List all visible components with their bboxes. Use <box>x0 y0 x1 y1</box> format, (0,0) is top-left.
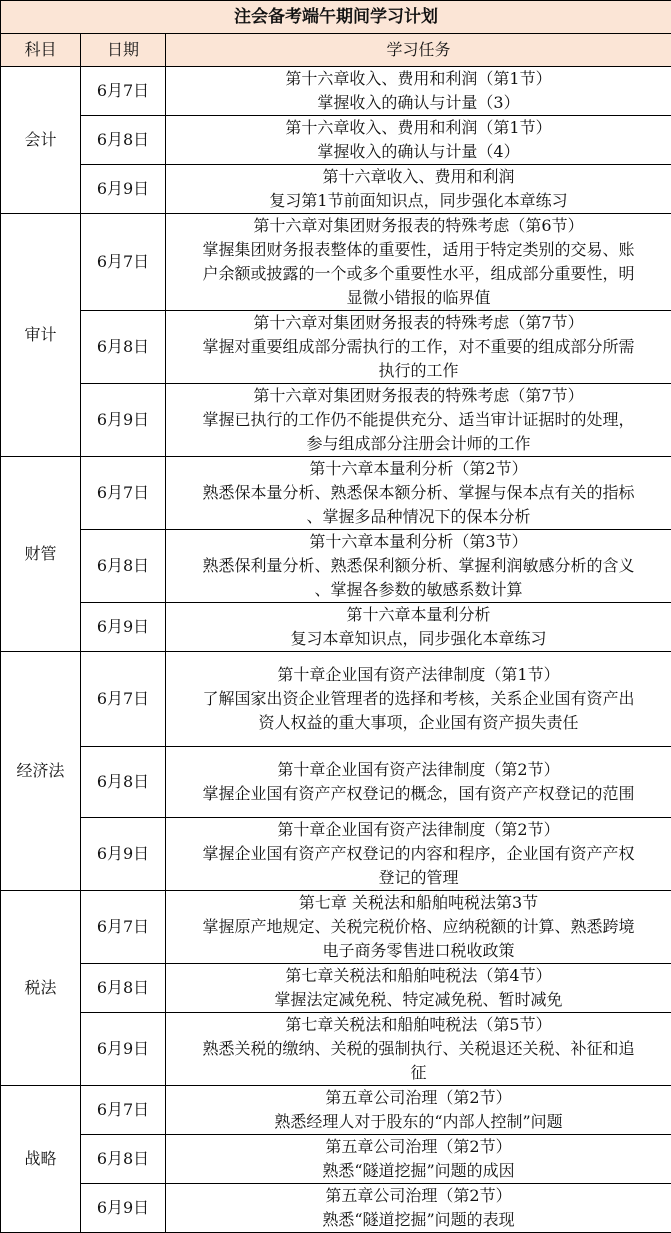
date-cell: 6月7日 <box>81 457 166 530</box>
task-cell <box>166 964 671 1013</box>
header-row <box>1 34 671 67</box>
subject-cell: 税法 <box>1 891 81 1086</box>
subject-cell: 战略 <box>1 1086 81 1233</box>
date-cell: 6月8日 <box>81 747 166 818</box>
table-row <box>1 384 671 457</box>
task-cell <box>166 1135 671 1184</box>
task-line: 第十六章本量利分析（第2节） <box>170 457 667 481</box>
task-line: 第十六章收入、费用和利润（第1节） <box>170 67 667 91</box>
task-line: 第十六章本量利分析（第3节） <box>170 530 667 554</box>
date-cell: 6月8日 <box>81 1135 166 1184</box>
table-row <box>1 1013 671 1086</box>
task-line: 了解国家出资企业管理者的选择和考核，关系企业国有资产出 <box>170 687 667 711</box>
date-cell: 6月7日 <box>81 652 166 747</box>
task-line: 资人权益的重大事项，企业国有资产损失责任 <box>170 711 667 735</box>
task-line: 掌握法定减免税、特定减免税、暂时减免 <box>170 988 667 1012</box>
task-line: 熟悉“隧道挖掘”问题的成因 <box>170 1159 667 1183</box>
date-cell: 6月8日 <box>81 116 166 165</box>
task-line: 掌握收入的确认与计量（3） <box>170 91 667 115</box>
task-line: 掌握收入的确认与计量（4） <box>170 140 667 164</box>
date-cell: 6月9日 <box>81 1013 166 1086</box>
table-row <box>1 67 671 116</box>
task-line: 第十六章对集团财务报表的特殊考虑（第7节） <box>170 384 667 408</box>
task-line: 复习第1节前面知识点，同步强化本章练习 <box>170 189 667 213</box>
table-row <box>1 1086 671 1135</box>
date-cell: 6月9日 <box>81 1184 166 1233</box>
table-row <box>1 214 671 311</box>
date-cell: 6月9日 <box>81 603 166 652</box>
date-cell: 6月8日 <box>81 964 166 1013</box>
task-line: 复习本章知识点，同步强化本章练习 <box>170 627 667 651</box>
task-cell <box>166 747 671 818</box>
task-line: 熟悉保本量分析、熟悉保本额分析、掌握与保本点有关的指标 <box>170 481 667 505</box>
task-line: 第十六章收入、费用和利润 <box>170 165 667 189</box>
task-line: 第十章企业国有资产法律制度（第1节） <box>170 663 667 687</box>
table-row <box>1 1135 671 1184</box>
task-cell <box>166 818 671 891</box>
date-cell: 6月8日 <box>81 530 166 603</box>
task-cell <box>166 1013 671 1086</box>
task-cell <box>166 1086 671 1135</box>
task-cell <box>166 891 671 964</box>
task-line: 熟悉关税的缴纳、关税的强制执行、关税退还关税、补征和追 <box>170 1037 667 1061</box>
date-cell: 6月9日 <box>81 165 166 214</box>
task-line: 参与组成部分注册会计师的工作 <box>170 432 667 456</box>
table-row <box>1 165 671 214</box>
task-line: 掌握对重要组成部分需执行的工作，对不重要的组成部分所需 <box>170 335 667 359</box>
task-cell <box>166 165 671 214</box>
table-row <box>1 530 671 603</box>
date-cell: 6月7日 <box>81 67 166 116</box>
task-line: 户余额或披露的一个或多个重要性水平，组成部分重要性，明 <box>170 262 667 286</box>
date-cell: 6月8日 <box>81 311 166 384</box>
task-line: 电子商务零售进口税收政策 <box>170 939 667 963</box>
task-line: 第十六章对集团财务报表的特殊考虑（第6节） <box>170 214 667 238</box>
header-date: 日期 <box>81 34 166 67</box>
task-line: 掌握原产地规定、关税完税价格、应纳税额的计算、熟悉跨境 <box>170 915 667 939</box>
table-row <box>1 964 671 1013</box>
subject-cell: 经济法 <box>1 652 81 891</box>
task-line: 登记的管理 <box>170 866 667 890</box>
table-row <box>1 311 671 384</box>
task-cell <box>166 652 671 747</box>
task-cell <box>166 116 671 165</box>
table-row <box>1 116 671 165</box>
task-line: 、掌握多品种情况下的保本分析 <box>170 505 667 529</box>
task-cell <box>166 530 671 603</box>
task-line: 第十六章本量利分析 <box>170 603 667 627</box>
table-title: 注会备考端午期间学习计划 <box>1 1 671 34</box>
task-line: 熟悉保利量分析、熟悉保利额分析、掌握利润敏感分析的含义 <box>170 554 667 578</box>
task-line: 显微小错报的临界值 <box>170 286 667 310</box>
task-cell <box>166 1184 671 1233</box>
table-row <box>1 747 671 818</box>
task-line: 第十六章对集团财务报表的特殊考虑（第7节） <box>170 311 667 335</box>
task-line: 第十六章收入、费用和利润（第1节） <box>170 116 667 140</box>
task-cell <box>166 67 671 116</box>
task-line: 第七章关税法和船舶吨税法（第5节） <box>170 1013 667 1037</box>
subject-cell: 财管 <box>1 457 81 652</box>
task-line: 掌握集团财务报表整体的重要性，适用于特定类别的交易、账 <box>170 238 667 262</box>
task-line: 掌握已执行的工作仍不能提供充分、适当审计证据时的处理， <box>170 408 667 432</box>
task-line: 掌握企业国有资产产权登记的概念，国有资产产权登记的范围 <box>170 782 667 806</box>
task-line: 第十章企业国有资产法律制度（第2节） <box>170 818 667 842</box>
task-line: 第五章公司治理（第2节） <box>170 1135 667 1159</box>
task-line: 熟悉“隧道挖掘”问题的表现 <box>170 1208 667 1232</box>
task-cell <box>166 457 671 530</box>
subject-cell: 审计 <box>1 214 81 457</box>
task-line: 、掌握各参数的敏感系数计算 <box>170 578 667 602</box>
task-line: 征 <box>170 1061 667 1085</box>
task-line: 第五章公司治理（第2节） <box>170 1184 667 1208</box>
task-cell <box>166 384 671 457</box>
task-line: 第五章公司治理（第2节） <box>170 1086 667 1110</box>
task-line: 第七章关税法和船舶吨税法（第4节） <box>170 964 667 988</box>
task-cell <box>166 214 671 311</box>
date-cell: 6月7日 <box>81 214 166 311</box>
table-row <box>1 652 671 747</box>
task-line: 第七章 关税法和船舶吨税法第3节 <box>170 891 667 915</box>
header-subject: 科目 <box>1 34 81 67</box>
task-cell <box>166 311 671 384</box>
task-line: 第十章企业国有资产法律制度（第2节） <box>170 758 667 782</box>
date-cell: 6月9日 <box>81 818 166 891</box>
date-cell: 6月7日 <box>81 891 166 964</box>
table-row <box>1 818 671 891</box>
task-cell <box>166 603 671 652</box>
task-line: 熟悉经理人对于股东的“内部人控制”问题 <box>170 1110 667 1134</box>
table-row <box>1 603 671 652</box>
title-row <box>1 1 671 34</box>
task-line: 掌握企业国有资产产权登记的内容和程序，企业国有资产产权 <box>170 842 667 866</box>
table-row <box>1 891 671 964</box>
date-cell: 6月7日 <box>81 1086 166 1135</box>
date-cell: 6月9日 <box>81 384 166 457</box>
header-task: 学习任务 <box>166 34 671 67</box>
table-row <box>1 457 671 530</box>
task-line: 执行的工作 <box>170 359 667 383</box>
subject-cell: 会计 <box>1 67 81 214</box>
table-row <box>1 1184 671 1233</box>
